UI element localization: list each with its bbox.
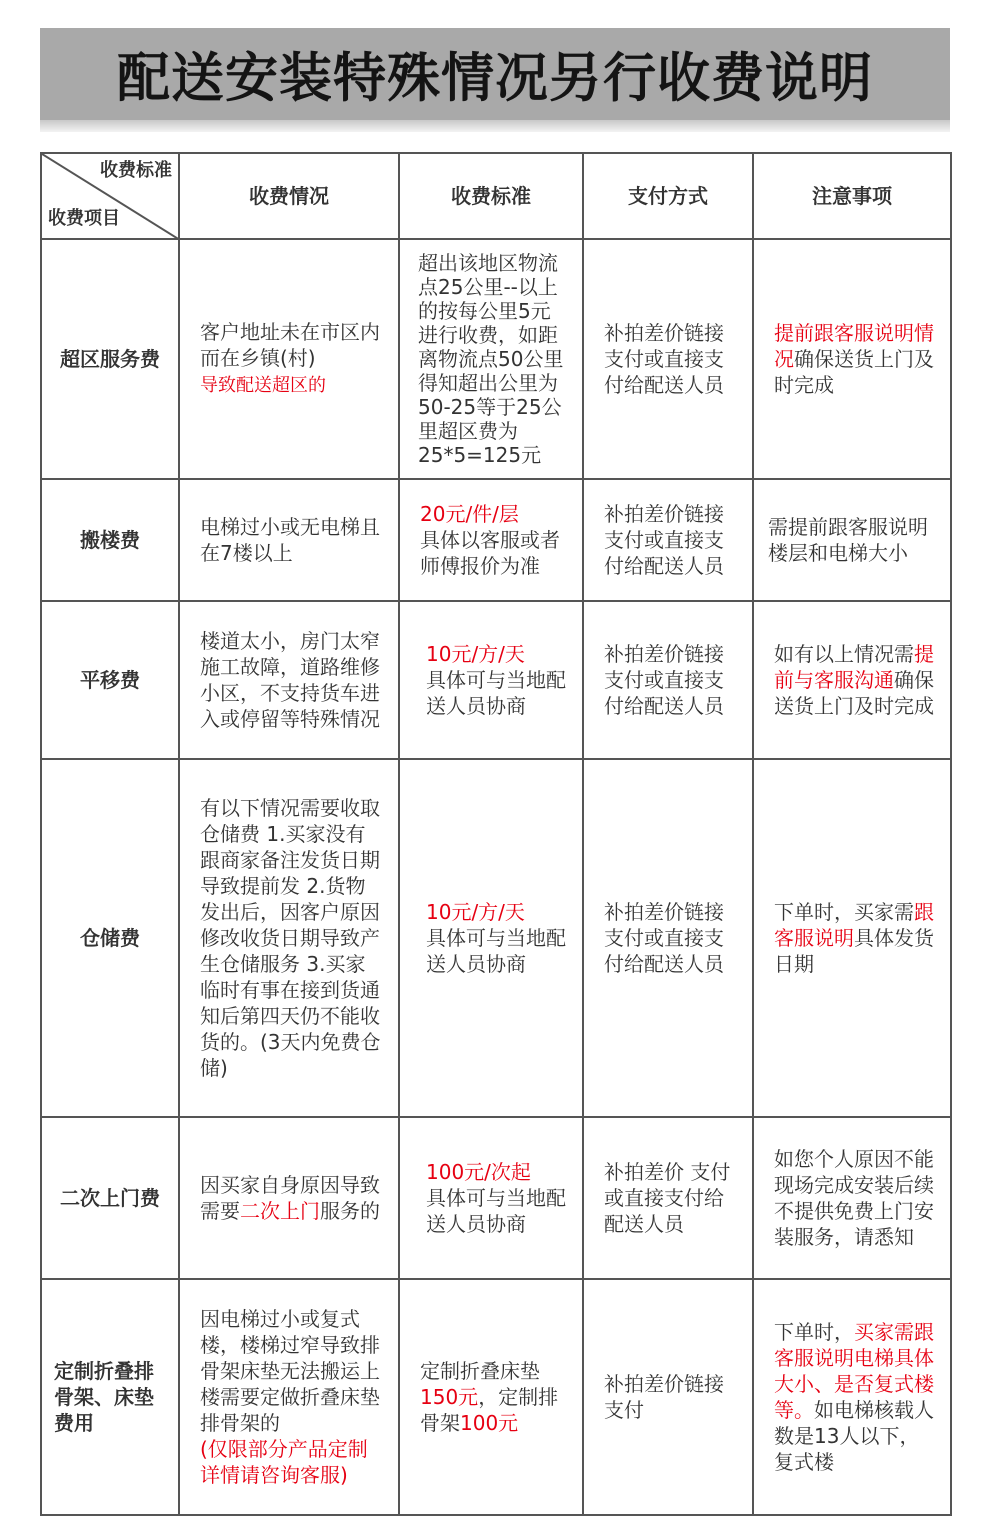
title-banner [40,28,950,120]
notes-text-2: 如电梯核载人数是13人以下，复式楼 [774,1398,934,1474]
row-notes: 需提前跟客服说明楼层和电梯大小 [753,479,951,601]
table-row [41,1117,951,1279]
notes-highlight: 提前与客服沟通 [774,642,934,692]
notes-text: 如有以上情况需 [774,642,914,666]
table-row [41,239,951,479]
row-notes: 如您个人原因不能现场完成安装后续不提供免费上门安装服务，请悉知 [753,1117,951,1279]
row-item-label: 搬楼费 [41,479,179,601]
row-payment: 补拍差价链接支付或直接支付给配送人员 [583,601,753,759]
situation-highlight: 二次上门 [240,1199,320,1223]
table-header-row [41,153,951,239]
corner-top-label: 收费标准 [100,160,172,181]
standard-text-2: ，定制排骨架 [420,1385,559,1435]
row-standard [399,601,583,759]
standard-highlight: 100元/次起 [426,1160,531,1184]
standard-text: 定制折叠床垫 [420,1359,540,1383]
notes-text: 下单时， [774,1320,854,1344]
header-situation: 收费情况 [179,153,399,239]
row-payment: 补拍差价链接支付 [583,1279,753,1515]
row-situation: 有以下情况需要收取仓储费 1.买家没有跟商家备注发货日期导致提前发 2.货物发出后，因客户原因修改收货日期导致产生仓储服务 3.买家临时有事在接到货通知后第四天仍不能收货的。(3天内免费仓储) [179,759,399,1117]
table-row [41,479,951,601]
standard-highlight: 10元/方/天 [426,900,525,924]
standard-text: 具体可与当地配送人员协商 [426,1186,566,1236]
row-payment: 补拍差价链接支付或直接支付给配送人员 [583,239,753,479]
row-notes [753,759,951,1117]
standard-text: 具体可与当地配送人员协商 [426,668,566,718]
situation-highlight: (仅限部分产品定制详情请咨询客服) [200,1437,368,1487]
row-notes [753,1279,951,1515]
situation-text-2: 服务的 [320,1199,380,1223]
corner-bottom-label: 收费项目 [48,208,120,229]
row-standard: 超出该地区物流点25公里--以上的按每公里5元进行收费，如距离物流点50公里得知超出公里为50-25等于25公里超区费为25*5=125元 [399,239,583,479]
row-situation [179,239,399,479]
row-item-label: 仓储费 [41,759,179,1117]
standard-text: 具体可与当地配送人员协商 [426,926,566,976]
table-row [41,759,951,1117]
fee-table [40,152,952,1516]
header-notes: 注意事项 [753,153,951,239]
header-payment: 支付方式 [583,153,753,239]
row-item-label: 平移费 [41,601,179,759]
table-row [41,1279,951,1515]
notes-highlight: 提前跟客服说明情况 [774,321,934,371]
situation-text: 客户地址未在市区内而在乡镇(村) [200,320,380,370]
standard-highlight: 10元/方/天 [426,642,525,666]
row-standard [399,1279,583,1515]
row-situation: 楼道太小，房门太窄施工故障，道路维修小区，不支持货车进入或停留等特殊情况 [179,601,399,759]
row-item-label: 超区服务费 [41,239,179,479]
standard-highlight-2: 100元 [460,1411,519,1435]
banner-shadow [40,120,950,132]
standard-text: 具体以客服或者师傅报价为准 [420,528,560,578]
row-payment: 补拍差价链接支付或直接支付给配送人员 [583,479,753,601]
situation-text: 因买家自身原因导致需要 [200,1173,380,1223]
row-situation: 电梯过小或无电梯且在7楼以上 [179,479,399,601]
notes-text: 确保送货上门及时完成 [774,347,934,397]
situation-text: 因电梯过小或复式楼，楼梯过窄导致排骨架床垫无法搬运上楼需要定做折叠床垫排骨架的 [200,1307,380,1435]
row-notes [753,601,951,759]
row-standard [399,479,583,601]
situation-highlight: 导致配送超区的 [200,375,326,396]
table-row [41,601,951,759]
row-situation [179,1117,399,1279]
row-standard [399,1117,583,1279]
notes-text-2: 确保送货上门及时完成 [774,668,934,718]
notes-highlight: 跟客服说明 [774,900,934,950]
page-title: 配送安装特殊情况另行收费说明 [117,48,873,109]
notes-text-2: 具体发货日期 [774,926,934,976]
row-standard [399,759,583,1117]
row-payment: 补拍差价 支付或直接支付给配送人员 [583,1117,753,1279]
header-standard: 收费标准 [399,153,583,239]
notes-highlight: 买家需跟客服说明电梯具体大小、是否复式楼等。 [774,1320,934,1422]
row-situation [179,1279,399,1515]
row-notes [753,239,951,479]
standard-highlight: 20元/件/层 [420,502,519,526]
standard-highlight: 150元 [420,1385,479,1409]
row-item-label: 定制折叠排骨架、床垫费用 [41,1279,179,1515]
row-item-label: 二次上门费 [41,1117,179,1279]
corner-cell [41,153,179,239]
row-payment: 补拍差价链接支付或直接支付给配送人员 [583,759,753,1117]
notes-text: 下单时，买家需 [774,900,914,924]
